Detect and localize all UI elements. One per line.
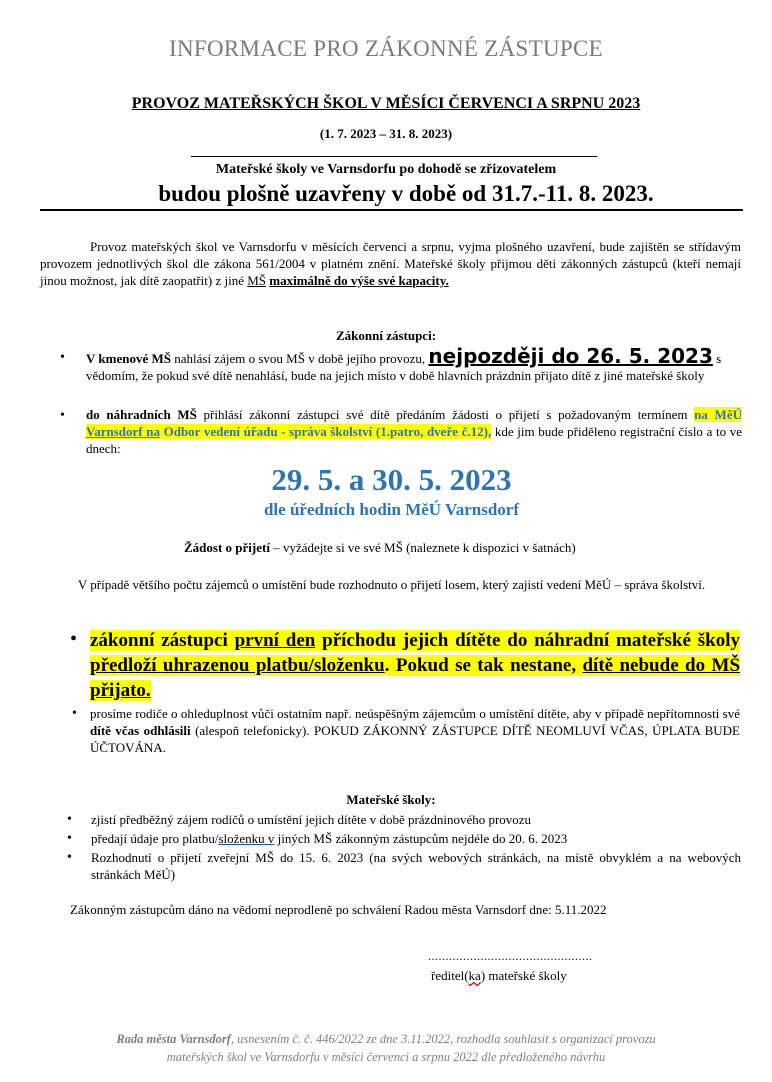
signature-line: ............................................... [428, 949, 593, 963]
period-dates: (1. 7. 2023 – 31. 8. 2023) [319, 126, 453, 141]
document-subtitle: PROVOZ MATEŘSKÝCH ŠKOL V MĚSÍCI ČERVENCI A SRPNU 2023 [131, 95, 641, 112]
separator-line [191, 156, 597, 157]
closure-line: budou plošně uzavřeny v době od 31.7.-11. 8. 2023. [158, 181, 654, 206]
document-title: INFORMACE PRO ZÁKONNÉ ZÁSTUPCE [169, 36, 603, 61]
absence-notice: prosíme rodiče o ohleduplnost vůči ostatním např. neúspěšným zájemcům o umístění dítěte, aby v případě nepřítomnosti své dítě včas odhlásili (alespoň telefonicky). POKUD ZÁKONNÝ ZÁSTUPCE DÍTĚ NEOMLUVÍ VČAS, ÚPLATA BUDE ÚČTOVÁNA. [90, 706, 740, 755]
schools-item: Rozhodnutí o přijetí zveřejní MŠ do 15. 6. 2023 (na svých webových stránkách, na místě obvyklém a na webových stránkách MěÚ) [91, 850, 741, 882]
bullet-icon: • [72, 706, 77, 721]
guardians-item-substitute-school: do náhradních MŠ přihlásí zákonní zástupci své dítě předáním žádosti o přijetí s požadovaným termínem na MěÚ Varnsdorf na Odbor vedení úřadu - správa školství (1.patro, dveře č.12), kde jim bude přiděleno registrační číslo a to ve dnech: [86, 407, 742, 456]
office-hours: dle úředních hodin MěÚ Varnsdorf [263, 500, 520, 519]
intro-paragraph: Provoz mateřských škol ve Varnsdorfu v měsících červenci a srpnu, vyjma plošného uzavření, bude zajištěn se střídavým provozem jednotlivých škol dle zákona 561/2004 v platném znění. Mateřské školy přijmou děti zákonných zástupců (kteří nemají jinou možnost, jak dítě zaopatřit) z jiné MŠ maximálně do výše své kapacity. [40, 239, 741, 288]
bullet-icon: • [67, 850, 72, 865]
schools-heading: Mateřské školy: [346, 792, 436, 807]
lottery-note: V případě většího počtu zájemců o umístění bude rozhodnuto o přijetí losem, který zajistí vedení MěÚ – správa školství. [77, 577, 706, 592]
signature-label: ředitel(ka) mateřské školy [431, 968, 567, 983]
guardians-heading: Zákonní zástupci: [335, 328, 437, 343]
bullet-icon: • [67, 831, 72, 846]
footer-note: Rada města Varnsdorf, usnesením č. č. 446/2022 ze dne 3.11.2022, rozhodla souhlasit s organizací provozu mateřských škol ve Varnsdorfu v měsíci červenci a srpnu 2022 dle předloženého návrhu [116, 1032, 656, 1064]
bullet-icon: • [60, 350, 65, 365]
bullet-icon: • [60, 408, 65, 423]
payment-requirement: zákonní zástupci první den příchodu jejich dítěte do náhradní mateřské školy předloží uhrazenou platbu/složenku. Pokud se tak nestane, dítě nebude do MŠ přijato. [90, 630, 741, 701]
schools-item: zjistí předběžný zájem rodičů o umístění jejich dítěte v době prázdninového provozu [91, 812, 532, 827]
schools-item: předají údaje pro platbu/složenku v jiných MŠ zákonným zástupcům nejdéle do 20. 6. 2023 [91, 831, 568, 846]
registration-dates: 29. 5. a 30. 5. 2023 [271, 462, 512, 497]
header-underline [40, 209, 743, 211]
approval-notice: Zákonným zástupcům dáno na vědomí neprodleně po schválení Radou města Varnsdorf dne: 5.11.2022 [70, 902, 607, 917]
guardians-item-home-school: V kmenové MŠ nahlásí zájem o svou MŠ v době jejího provozu, nejpozději do 26. 5. 2023 s vědomím, že pokud své dítě nenahlásí, bude na jejich místo v době hlavních prázdnin přijato dítě z jiné mateřské školy [86, 344, 722, 383]
bullet-icon: • [67, 812, 72, 827]
application-form-note: Žádost o přijetí – vyžádejte si ve své MŠ (naleznete k dispozici v šatnách) [184, 540, 576, 555]
bullet-icon: • [70, 628, 78, 650]
agreement-line: Mateřské školy ve Varnsdorfu po dohodě se zřizovatelem [215, 162, 557, 177]
